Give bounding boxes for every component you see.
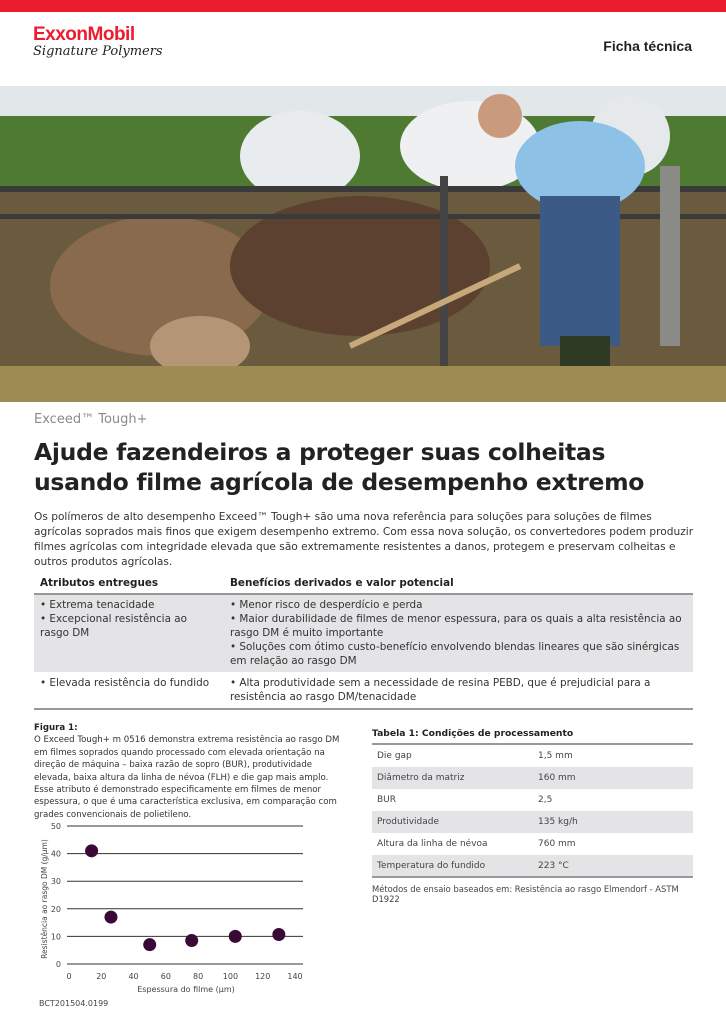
benefit-item: • Soluções com ótimo custo-benefício envolvendo blendas lineares que são sinérgicas em relação ao rasgo DM [230, 641, 680, 667]
table-row [34, 673, 693, 710]
top-red-bar [0, 0, 726, 12]
attribute-item: • Elevada resistência do fundido [40, 677, 210, 689]
brand-name: ExxonMobil [33, 24, 135, 45]
y-tick-label: 20 [50, 904, 61, 914]
condition-label: Altura da linha de névoa [377, 839, 488, 849]
x-tick-label: 60 [160, 972, 171, 981]
data-point [104, 911, 117, 924]
table-row [372, 767, 693, 789]
table-title: Tabela 1: Condições de processamento [372, 728, 693, 745]
x-axis-label: Espessura do filme (µm) [137, 985, 235, 994]
tear-resistance-scatter-chart [30, 810, 330, 1020]
condition-value: 223 °C [533, 855, 693, 877]
x-tick-label: 20 [96, 972, 107, 981]
condition-label: Die gap [377, 751, 412, 761]
attribute-item: • Excepcional resistência ao rasgo DM [40, 613, 187, 639]
processing-conditions-table [372, 728, 693, 904]
x-tick-label: 140 [287, 972, 303, 981]
condition-value: 2,5 [538, 795, 553, 805]
data-point [85, 844, 98, 857]
y-tick-label: 0 [55, 960, 61, 969]
figure-text: O Exceed Tough+ m 0516 demonstra extrema resistência ao rasgo DM em filmes soprados quando processado com elevada orientação na direção de máquina – baixa razão de sopro (BUR), produtividade elevada, baixa altura da linha de névoa (FLH) e die gap mais amplo. Esse atributo é demonstrado especificamente em filmes de menor espessura, o que é uma característica exclusiva, em comparação com grades convencionais de polietileno. [34, 735, 340, 820]
condition-label: Produtividade [372, 811, 533, 833]
y-tick-label: 40 [50, 849, 61, 859]
y-tick-label: 30 [50, 877, 61, 887]
y-axis-label: Resistência ao rasgo DM (g/µm) [40, 839, 49, 959]
table-row [372, 855, 693, 877]
condition-value: 135 kg/h [533, 811, 693, 833]
column-header: Atributos entregues [34, 574, 224, 594]
table-row [372, 811, 693, 833]
table-row [372, 745, 693, 767]
table-row [372, 789, 693, 811]
benefit-item: • Alta produtividade sem a necessidade de resina PEBD, que é prejudicial para a resistência ao rasgo DM/tenacidade [230, 677, 651, 703]
sub-brand: Signature Polymers [33, 44, 163, 59]
condition-label: Diâmetro da matriz [372, 767, 533, 789]
exxonmobil-logo [33, 24, 163, 59]
attributes-benefits-table [34, 574, 693, 710]
data-point [229, 930, 242, 943]
column-header: Benefícios derivados e valor potencial [224, 574, 693, 594]
data-point [272, 928, 285, 941]
y-tick-label: 10 [50, 932, 61, 942]
document-type: Ficha técnica [603, 38, 692, 54]
benefit-item: • Menor risco de desperdício e perda [230, 599, 423, 611]
table-row [34, 594, 693, 673]
attribute-item: • Extrema tenacidade [40, 599, 155, 611]
intro-paragraph: Os polímeros de alto desempenho Exceed™ Tough+ são uma nova referência para soluções para soluções de filmes agrícolas soprados mais finos que exigem desempenho extremo. Com essa nova solução, os convertedores podem produzir filmes agrícolas com integridade elevada que são extremamente resistentes a danos, protegem e preservam colheitas e outros produtos agrícolas. [34, 511, 694, 568]
condition-value: 1,5 mm [538, 751, 573, 761]
figure-code: BCT201504.0199 [39, 999, 109, 1008]
x-tick-label: 100 [222, 972, 239, 981]
condition-value: 760 mm [538, 839, 576, 849]
data-point [185, 934, 198, 947]
x-tick-label: 80 [193, 972, 204, 981]
product-name: Exceed™ Tough+ [34, 412, 148, 427]
x-tick-label: 0 [66, 972, 72, 981]
table-row [372, 833, 693, 855]
figure-caption [34, 722, 346, 821]
condition-label: BUR [377, 795, 397, 805]
condition-label: Temperatura do fundido [372, 855, 533, 877]
figure-label: Figura 1: [34, 723, 78, 733]
hero-photo-farmer-feeding-cows [0, 86, 726, 402]
x-tick-label: 120 [255, 972, 271, 981]
headline: Ajude fazendeiros a proteger suas colheitas usando filme agrícola de desempenho extremo [34, 438, 645, 496]
data-point [143, 938, 156, 951]
condition-value: 160 mm [533, 767, 693, 789]
benefit-item: • Maior durabilidade de filmes de menor espessura, para os quais a alta resistência ao rasgo DM é muito importante [230, 613, 682, 639]
y-tick-label: 50 [50, 822, 61, 831]
test-method-note: Métodos de ensaio baseados em: Resistência ao rasgo Elmendorf - ASTM D1922 [372, 884, 679, 904]
x-tick-label: 40 [128, 972, 139, 981]
